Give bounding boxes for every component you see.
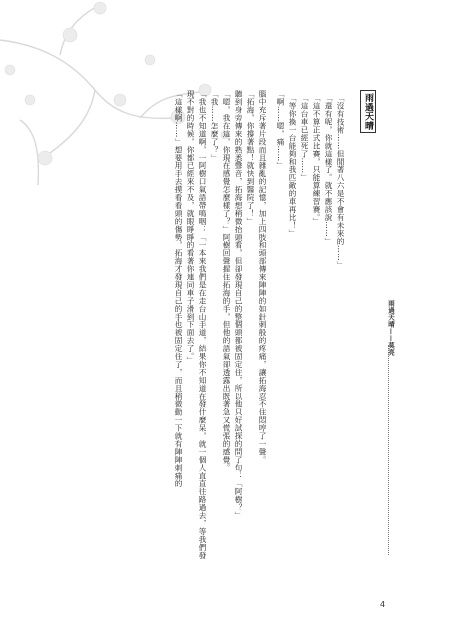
paragraph: 「這台車已經死了……」 bbox=[300, 94, 309, 182]
paragraph: 聽到身旁傳來的熟悉聲音，拓海想稍微抬頭看，但卻發現自己的整個頭都被固定住，所以他只好試探的問了句：「阿樹？」 bbox=[234, 90, 243, 520]
paragraph: 腦中充斥著片段而且雜亂的記憶，加上四肢和頭部傳來陣陣的如針刺般的疼痛，讓拓海忍不住悶哼了一聲。 bbox=[258, 90, 267, 464]
running-header-dotted-rule bbox=[388, 345, 393, 555]
page-number: 4 bbox=[380, 600, 386, 609]
paragraph: 「這不算正式比賽，只能算練習賽。」 bbox=[312, 94, 321, 226]
main-text-column bbox=[76, 90, 376, 560]
chapter-title: 雨過天晴 bbox=[360, 90, 376, 133]
paragraph: 「我……怎麼了？」 bbox=[210, 90, 219, 162]
paragraph: 「等你換一台能夠和我匹敵的車再比！」 bbox=[288, 94, 297, 238]
paragraph: 「我也不知道啊，一阿樹口氣語帶鳴咽：「一本來我們是在走台山手道，結果你不知道在發什麼呆，就一個人直直往路過去，等我們發現不對的時候，你都已經來不及，就眼睜睜的看著你連同車子滑到下面去了。」 bbox=[186, 90, 207, 560]
paragraph: 「這樣啊……」想要用手去摸看看頭的傷勢，拓海才發現自己的手也被固定住了，而且稍微動一下就有陣陣刺痛的 bbox=[174, 90, 183, 488]
running-header: 雨過天晴——莫亮 bbox=[387, 300, 395, 356]
paragraph: 「拓海，你撐著點！就快到醫院了！」 bbox=[246, 90, 255, 226]
paragraph: 「嗯，我在這，你現在感覺怎麼樣了？」阿樹回聲握住拓海的手，但他的語氣卻透露出既著急又慌張的感覺。 bbox=[222, 90, 231, 472]
paragraph: 「還有呢，你就這樣了。就不應該說……」 bbox=[324, 94, 333, 246]
paragraph: 「啊……嗯，痛……」 bbox=[276, 90, 285, 170]
paragraph: 「沒有技術……但閒著八六是不會有未來的……」 bbox=[336, 94, 345, 269]
